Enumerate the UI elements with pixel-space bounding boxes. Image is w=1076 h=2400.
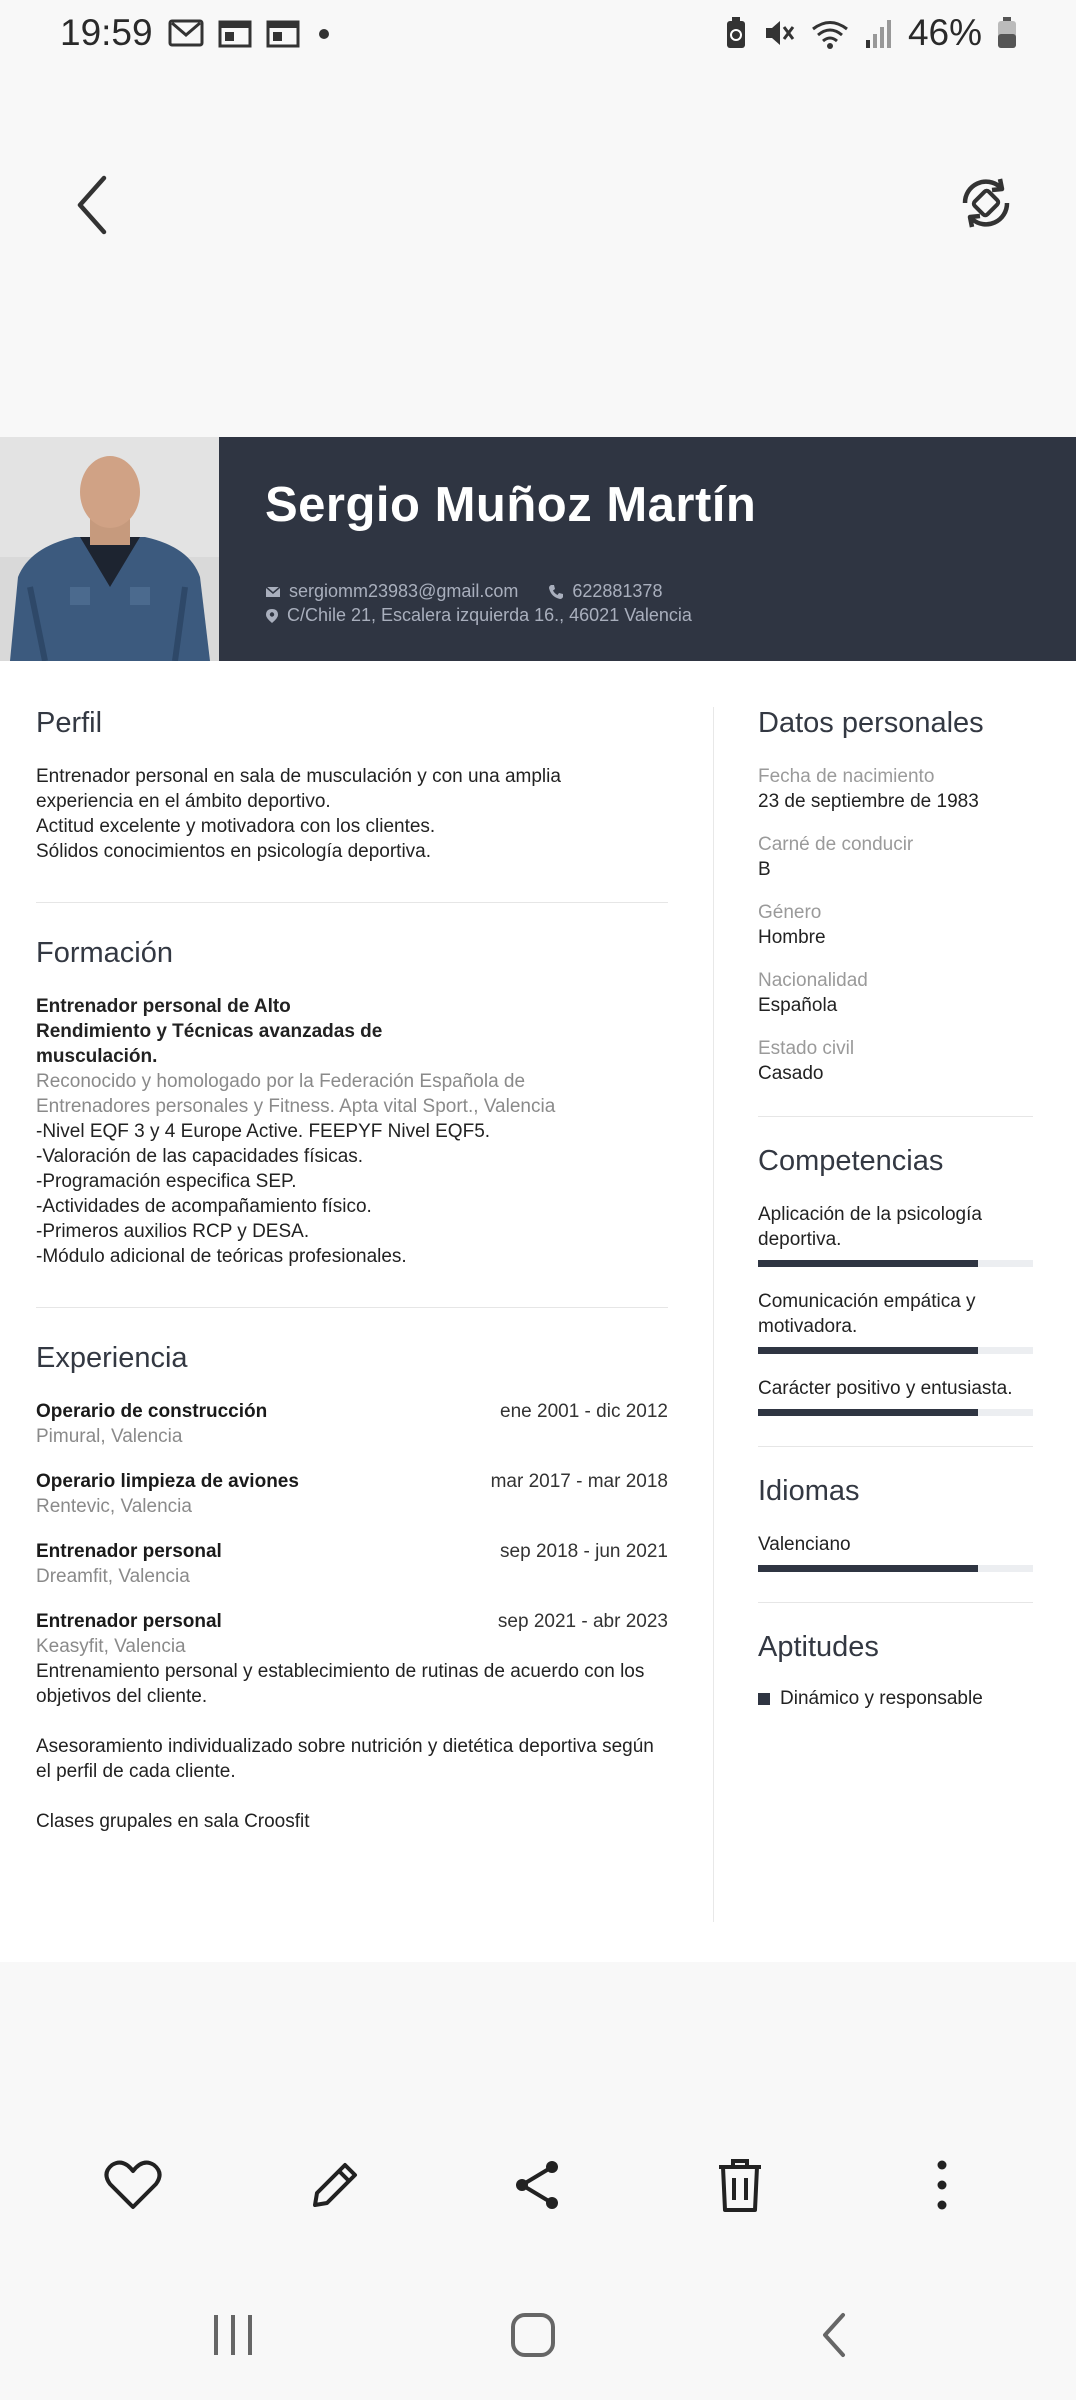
skill-bar [758,1409,1033,1416]
signal-icon [864,16,894,50]
idiomas-section [758,1475,1033,1572]
section-divider [758,1446,1033,1447]
language-bar [758,1565,1033,1572]
system-nav-bar [0,2290,1076,2380]
experience-dates: sep 2018 - jun 2021 [500,1541,668,1562]
aptitudes-title: Aptitudes [758,1631,879,1663]
field-label: Carné de conducir [758,834,914,855]
recent-apps-button[interactable] [198,2300,268,2370]
action-bar [0,2150,1076,2220]
dot-icon [314,18,334,48]
resume-header [0,437,1076,661]
auto-rotate-icon [955,172,1017,234]
field-label: Género [758,902,822,923]
field-value: B [758,859,771,880]
experience-item [36,1469,668,1519]
field-value: Hombre [758,927,826,948]
field-label: Nacionalidad [758,970,868,991]
skill-bar-fill [758,1409,978,1416]
location-pin-icon [265,608,279,624]
home-icon [508,2310,558,2360]
competencias-section [758,1145,1033,1416]
calendar-icon [218,18,252,48]
perfil-text [36,764,668,864]
detail-line: -Módulo adicional de teóricas profesionales. [36,1246,407,1267]
section-divider [758,1116,1033,1117]
skill-name: Carácter positivo y entusiasta. [758,1378,1013,1399]
phone-icon [548,584,564,600]
language-item [758,1532,1033,1572]
battery-icon [996,16,1018,50]
share-icon [512,2157,562,2213]
experience-role: Entrenador personal [36,1541,222,1562]
experience-dates: ene 2001 - dic 2012 [500,1401,668,1422]
left-column [36,707,668,1859]
section-divider [758,1602,1033,1603]
degree-line: musculación. [36,1046,158,1067]
nav-back-button[interactable] [800,2300,870,2370]
trash-icon [715,2156,765,2214]
person-photo-icon [0,437,219,661]
datos-personales-section [758,707,1033,1086]
email-icon [265,585,281,599]
experience-place: Dreamfit, Valencia [36,1566,190,1587]
aptitude-text: Dinámico y responsable [780,1688,983,1709]
status-left-icons [168,18,334,48]
experience-role: Entrenador personal [36,1611,222,1632]
perfil-line: Entrenador personal en sala de musculación y con una amplia [36,766,561,787]
wifi-icon [810,16,850,50]
profile-photo [0,437,219,661]
detail-line: -Actividades de acompañamiento físico. [36,1196,372,1217]
experience-item [36,1539,668,1589]
detail-line: -Nivel EQF 3 y 4 Europe Active. FEEPYF Nivel EQF5. [36,1121,491,1142]
skill-name: Comunicación empática y motivadora. [758,1291,976,1337]
more-vertical-icon [932,2157,952,2213]
idiomas-title: Idiomas [758,1475,860,1507]
pencil-icon [307,2157,363,2213]
degree-title [36,994,668,1069]
phone-text[interactable]: 622881378 [572,581,663,601]
degree-line: Rendimiento y Técnicas avanzadas de [36,1021,383,1042]
skill-bar [758,1260,1033,1267]
experience-place: Rentevic, Valencia [36,1496,192,1517]
perfil-title: Perfil [36,707,103,739]
description-paragraph: Clases grupales en sala Croosfit [36,1811,310,1832]
resume-name: Sergio Muñoz Martín [265,478,757,532]
experience-place: Keasyfit, Valencia [36,1636,186,1657]
skill-bar-fill [758,1347,978,1354]
experience-dates: sep 2021 - abr 2023 [497,1611,668,1632]
formacion-details [36,1119,668,1269]
field-label: Estado civil [758,1038,855,1059]
share-button[interactable] [502,2150,572,2220]
skill-bar-fill [758,1260,978,1267]
favorite-button[interactable] [98,2150,168,2220]
experience-item [36,1609,668,1834]
square-bullet-icon [758,1693,770,1705]
language-bar-fill [758,1565,978,1572]
description-paragraph: Asesoramiento individualizado sobre nutrición y dietética deportiva según el perfil de cada cliente. [36,1736,654,1782]
address-text: C/Chile 21, Escalera izquierda 16., 46021 Valencia [287,605,692,625]
experience-role: Operario de construcción [36,1401,268,1422]
home-button[interactable] [498,2300,568,2370]
datos-personales-title: Datos personales [758,707,984,739]
experience-place: Pimural, Valencia [36,1426,183,1447]
resume-document[interactable] [0,437,1076,1962]
institution [36,1069,668,1119]
experiencia-title: Experiencia [36,1342,188,1374]
contact-line-1 [265,581,662,602]
back-button[interactable] [68,170,118,240]
experience-dates: mar 2017 - mar 2018 [490,1471,668,1492]
email-text[interactable]: sergiomm23983@gmail.com [289,581,519,601]
skill-bar [758,1347,1033,1354]
institution-line: Reconocido y homologado por la Federación Española de [36,1071,526,1092]
field-value: Española [758,995,838,1016]
recent-apps-icon [208,2312,258,2358]
description-paragraph: Entrenamiento personal y establecimiento de rutinas de acuerdo con los objetivos del cliente. [36,1661,645,1707]
column-divider [713,707,714,1922]
degree-line: Entrenador personal de Alto [36,996,291,1017]
aptitude-item [758,1688,1033,1710]
perfil-section [36,707,668,864]
skill-name: Aplicación de la psicología deportiva. [758,1204,982,1250]
language-name: Valenciano [758,1534,851,1555]
perfil-line: experiencia en el ámbito deportivo. [36,791,331,812]
competencias-title: Competencias [758,1145,944,1177]
battery-saver-icon [724,16,748,50]
more-options-button[interactable] [907,2150,977,2220]
chevron-left-icon [68,170,118,240]
institution-line: Entrenadores personales y Fitness. Apta vital Sport., Valencia [36,1096,556,1117]
section-divider [36,902,668,903]
right-column [758,707,1033,1710]
edit-button[interactable] [300,2150,370,2220]
delete-button[interactable] [705,2150,775,2220]
perfil-line: Sólidos conocimientos en psicología deportiva. [36,841,432,862]
skill-item [758,1202,1033,1267]
section-divider [36,1307,668,1308]
detail-line: -Programación especifica SEP. [36,1171,297,1192]
formacion-title: Formación [36,937,173,969]
experiencia-section [36,1342,668,1834]
experience-description [36,1659,668,1834]
calendar-icon [266,18,300,48]
experience-item [36,1399,668,1449]
mute-icon [762,16,796,50]
experience-role: Operario limpieza de aviones [36,1471,299,1492]
battery-percent: 46% [907,12,982,53]
aptitudes-section [758,1631,1033,1710]
field-label: Fecha de nacimiento [758,766,935,787]
contact-line-2 [265,605,692,626]
formacion-section [36,937,668,1269]
skill-item [758,1376,1033,1416]
heart-icon [104,2159,162,2211]
status-time: 19:59 [60,12,153,53]
skill-item [758,1289,1033,1354]
detail-line: -Primeros auxilios RCP y DESA. [36,1221,310,1242]
rotate-button[interactable] [955,172,1017,234]
status-bar [0,0,1076,70]
status-right-icons [724,12,1018,54]
gmail-icon [168,18,204,48]
detail-line: -Valoración de las capacidades físicas. [36,1146,364,1167]
field-value: Casado [758,1063,824,1084]
perfil-line: Actitud excelente y motivadora con los clientes. [36,816,436,837]
nav-back-icon [815,2310,855,2360]
field-value: 23 de septiembre de 1983 [758,791,979,812]
